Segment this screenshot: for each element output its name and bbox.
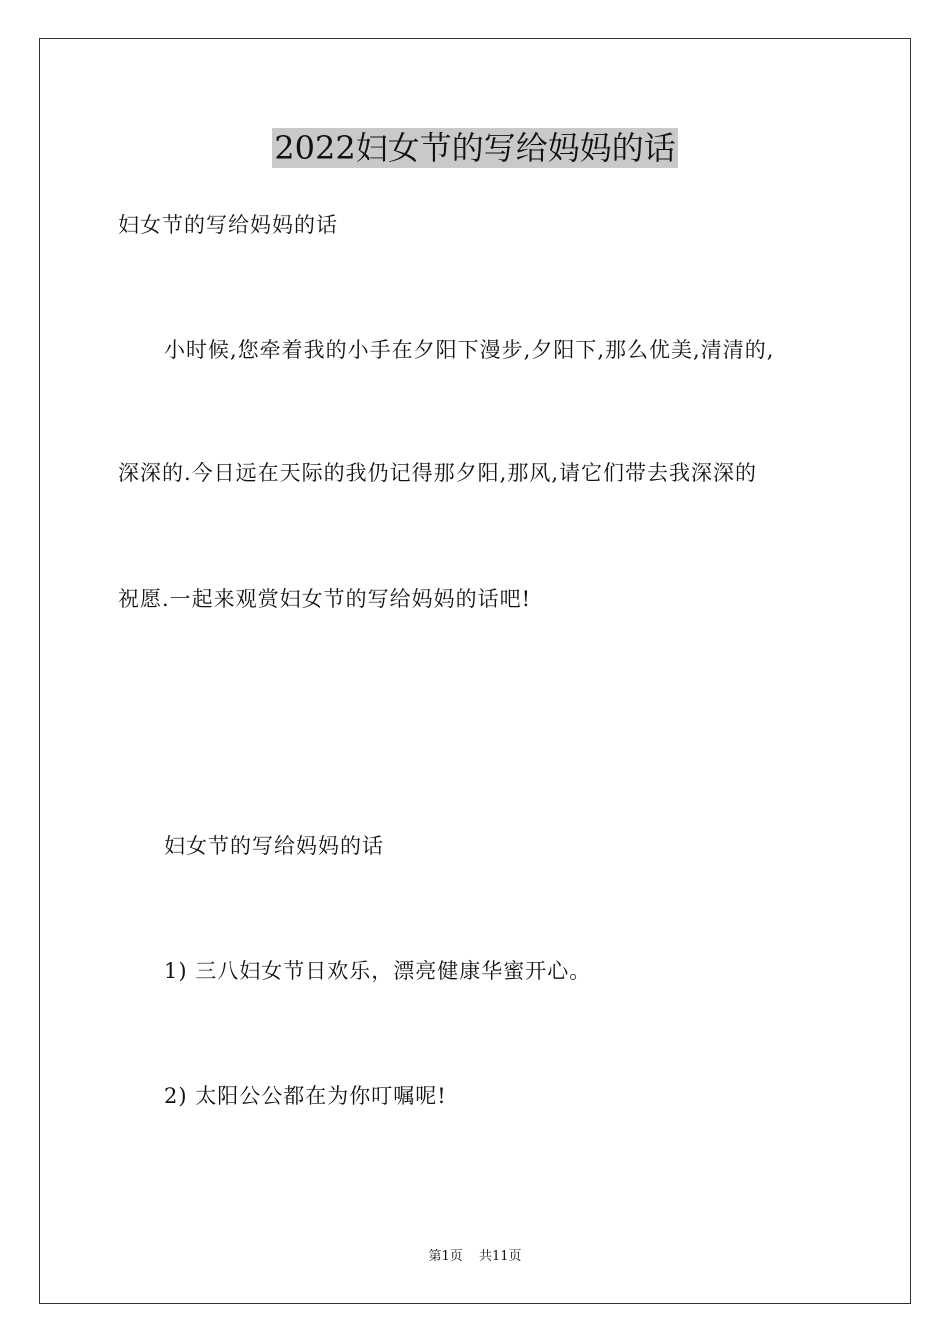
paragraph-line-2: 深深的.今日远在天际的我仍记得那夕阳,那风,请它们带去我深深的 [118,461,758,485]
page-number-total: 共11页 [478,1249,522,1264]
page-footer [0,1248,950,1266]
paragraph-line-3: 祝愿.一起来观赏妇女节的写给妈妈的话吧! [118,587,532,611]
list-item: 1) 三八妇女节日欢乐，漂亮健康华蜜开心。 [164,959,592,983]
paragraph-line-1: 小时候,您牵着我的小手在夕阳下漫步,夕阳下,那么优美,清清的, [164,338,775,362]
document-subtitle: 妇女节的写给妈妈的话 [118,213,338,237]
document-title: 2022妇女节的写给妈妈的话 [274,129,676,167]
page-number-current: 第1页 [428,1249,463,1264]
title-container [0,128,950,168]
section-heading: 妇女节的写给妈妈的话 [164,834,384,858]
list-item: 2) 太阳公公都在为你叮嘱呢! [164,1084,447,1108]
